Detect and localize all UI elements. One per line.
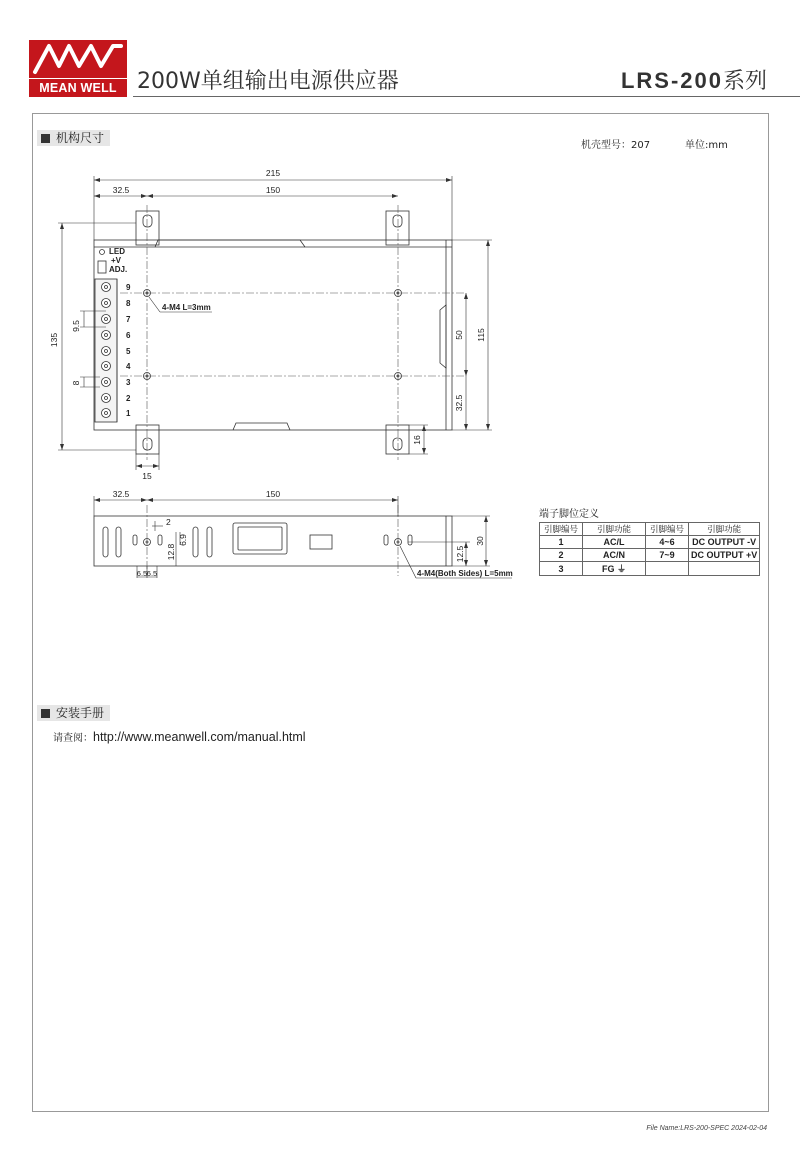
table-row [540, 549, 760, 562]
square-bullet-icon [41, 709, 50, 718]
footer-file-name: File Name:LRS-200-SPEC 2024-02-04 [646, 1125, 767, 1132]
side-dim-left-offset: 32.5 [112, 489, 130, 499]
terminal-label-7: 7 [126, 315, 131, 324]
side-dim-6-5-b: 6.5 [146, 569, 158, 578]
header-pin-no-1: 引脚编号 [540, 523, 583, 536]
side-view-drawing [0, 480, 540, 590]
table-cell: DC OUTPUT +V [689, 549, 760, 562]
table-cell: FG ⏚ [583, 562, 646, 576]
top-view-drawing [0, 0, 800, 480]
table-row [540, 536, 760, 549]
logo-text: MEAN WELL [29, 79, 127, 97]
manual-line [53, 729, 306, 744]
dim-terminal-pitch: 9.5 [71, 320, 81, 332]
adj-label: ADJ. [109, 265, 128, 274]
dim-left-offset: 32.5 [112, 185, 130, 195]
table-cell: 4~6 [646, 536, 689, 549]
side-mount-note: 4-M4(Both Sides) L=5mm [417, 569, 513, 578]
dim-body-height: 115 [476, 328, 486, 342]
table-cell: AC/N [583, 549, 646, 562]
series-model: LRS-200 [620, 68, 723, 93]
side-dim-30: 30 [475, 536, 485, 546]
section-mechanical-label: 机构尺寸 [56, 131, 105, 145]
table-cell [689, 562, 760, 576]
terminal-label-6: 6 [126, 331, 131, 340]
terminal-label-5: 5 [126, 347, 131, 356]
table-cell: 2 [540, 549, 583, 562]
manual-url-link[interactable]: http://www.meanwell.com/manual.html [93, 730, 306, 744]
table-cell [646, 562, 689, 576]
side-dim-6-5-a: 6.5 [136, 569, 148, 578]
header-pin-func-1: 引脚功能 [583, 523, 646, 536]
table-cell: 3 [540, 562, 583, 576]
terminal-label-8: 8 [126, 299, 131, 308]
document-title: 200W单组输出电源供应器 [137, 69, 399, 94]
section-installation [37, 705, 110, 721]
led-label: LED [109, 247, 125, 256]
adj-pot [98, 261, 106, 273]
terminal-label-2: 2 [126, 394, 131, 403]
mount-note-top: 4-M4 L=3mm [162, 303, 211, 312]
table-cell: AC/L [583, 536, 646, 549]
table-cell: 1 [540, 536, 583, 549]
case-label: 机壳型号：207 [581, 140, 651, 151]
unit-label: 单位:mm [685, 140, 728, 151]
vplus-label: +V [111, 256, 122, 265]
dimension-arrows [60, 178, 490, 468]
dim-overall-width: 215 [265, 168, 281, 178]
series-suffix: 系列 [722, 69, 767, 94]
side-dim-12-8: 12.8 [166, 543, 176, 561]
dim-bottom-offset: 32.5 [454, 394, 464, 412]
pin-table-header [540, 523, 760, 536]
dim-tab-height: 16 [412, 435, 422, 445]
side-dim-12-5: 12.5 [455, 545, 465, 563]
table-cell: DC OUTPUT -V [689, 536, 760, 549]
dim-overall-height: 135 [49, 332, 59, 348]
side-dim-2: 2 [166, 517, 171, 527]
side-small-window [310, 535, 332, 549]
section-installation-label: 安装手册 [56, 706, 105, 720]
manual-prefix: 请查阅： [53, 733, 93, 744]
dim-hole-vertical: 50 [454, 330, 464, 340]
terminal-label-9: 9 [126, 283, 131, 292]
terminal-label-1: 1 [126, 409, 131, 418]
dim-tab-width: 15 [142, 471, 152, 480]
header-pin-no-2: 引脚编号 [646, 523, 689, 536]
side-dim-hole-pitch: 150 [265, 489, 281, 499]
pin-table-title: 端子脚位定义 [539, 509, 599, 520]
header-pin-func-2: 引脚功能 [689, 523, 760, 536]
dim-hole-pitch: 150 [265, 185, 281, 195]
pin-definition-table [539, 522, 760, 576]
terminal-label-3: 3 [126, 378, 131, 387]
side-dim-6-9: 6.9 [178, 534, 188, 546]
side-label-window [233, 523, 287, 554]
table-row [540, 562, 760, 576]
terminal-screws [102, 283, 111, 418]
dim-terminal-width: 8 [71, 380, 81, 386]
led-indicator [100, 250, 105, 255]
terminal-label-4: 4 [126, 362, 131, 371]
table-cell: 7~9 [646, 549, 689, 562]
